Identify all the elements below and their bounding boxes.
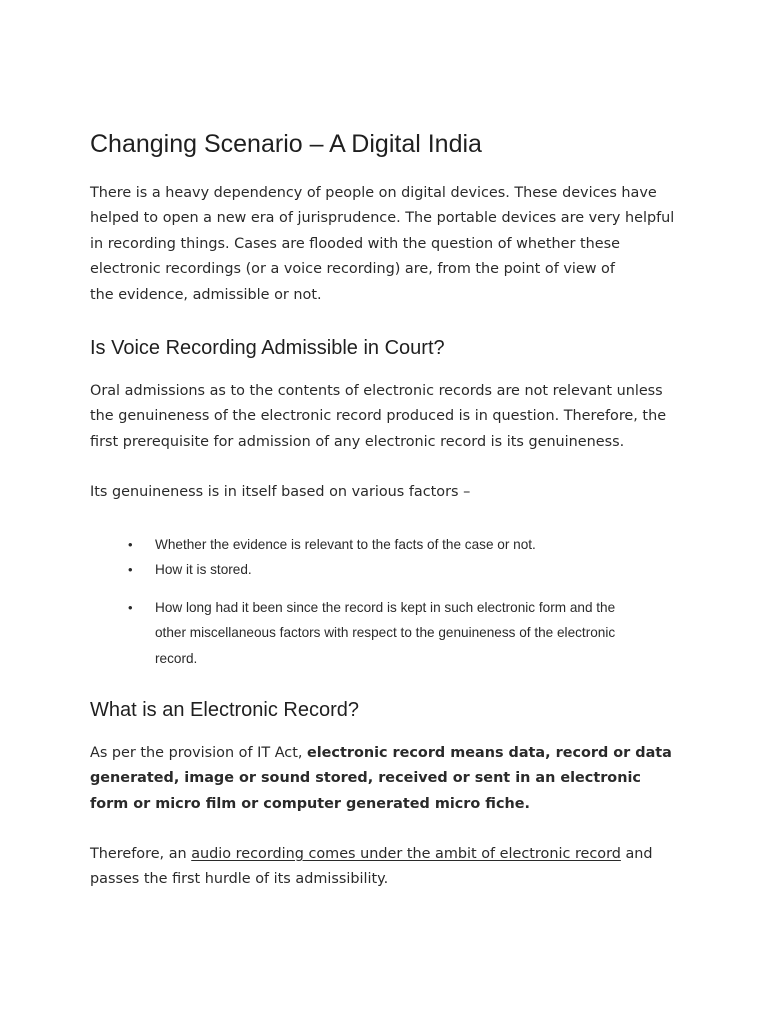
list-item: [128, 595, 668, 671]
paragraph-line: Its genuineness is in itself based on various factors –: [90, 484, 471, 500]
conclusion-prefix: Therefore, an: [90, 846, 192, 862]
definition-bold: generated, image or sound stored, received or sent in an electronic: [90, 770, 641, 787]
audio-recording-link[interactable]: audio recording comes under the ambit of electronic record: [191, 846, 621, 862]
paragraph-line: [90, 741, 682, 766]
intro-line: helped to open a new era of jurisprudence. The portable devices are very helpful: [90, 210, 675, 227]
intro-line: the evidence, admissible or not.: [90, 286, 322, 303]
intro-line: electronic recordings (or a voice recording) are, from the point of view of: [90, 261, 615, 278]
intro-line: There is a heavy dependency of people on digital devices. These devices have: [90, 185, 657, 201]
paragraph-line: the genuineness of the electronic record produced is in question. Therefore, the: [90, 408, 667, 425]
factors-intro: [90, 480, 682, 505]
section-heading-voice-recording: Is Voice Recording Admissible in Court?: [90, 337, 445, 359]
list-item: [128, 557, 668, 582]
paragraph-line: passes the first hurdle of its admissibility.: [90, 871, 389, 888]
list-item: [128, 532, 668, 557]
intro-line: in recording things. Cases are flooded with the question of whether these: [90, 235, 620, 252]
definition-prefix: As per the provision of IT Act,: [90, 745, 307, 761]
factors-list: [128, 532, 668, 671]
list-item-text: record.: [155, 650, 198, 666]
conclusion-suffix: and: [620, 846, 653, 862]
paragraph-line: [90, 766, 682, 791]
definition-bold: form or micro film or computer generated micro fiche.: [90, 795, 530, 812]
definition-paragraph: [90, 741, 682, 817]
list-item-text: other miscellaneous factors with respect to the genuineness of the electronic: [155, 625, 616, 641]
bullet-icon: •: [128, 599, 133, 615]
bullet-icon: •: [128, 562, 133, 578]
page-title: Changing Scenario – A Digital India: [90, 130, 482, 158]
section-heading-electronic-record: What is an Electronic Record?: [90, 699, 360, 721]
list-item-text: Whether the evidence is relevant to the facts of the case or not.: [155, 537, 536, 552]
intro-paragraph: [90, 181, 682, 308]
definition-bold: electronic record means data, record or data: [306, 745, 672, 761]
bullet-icon: •: [128, 537, 133, 552]
paragraph-line: first prerequisite for admission of any electronic record is its genuineness.: [90, 433, 625, 450]
list-item-text: How long had it been since the record is kept in such electronic form and the: [155, 599, 616, 615]
paragraph-line: Oral admissions as to the contents of electronic records are not relevant unless: [90, 383, 663, 399]
paragraph-line: [90, 842, 682, 867]
list-item-text: How it is stored.: [155, 562, 252, 578]
conclusion-paragraph: [90, 842, 682, 893]
paragraph-line: [90, 792, 682, 817]
oral-admissions-paragraph: [90, 379, 682, 455]
